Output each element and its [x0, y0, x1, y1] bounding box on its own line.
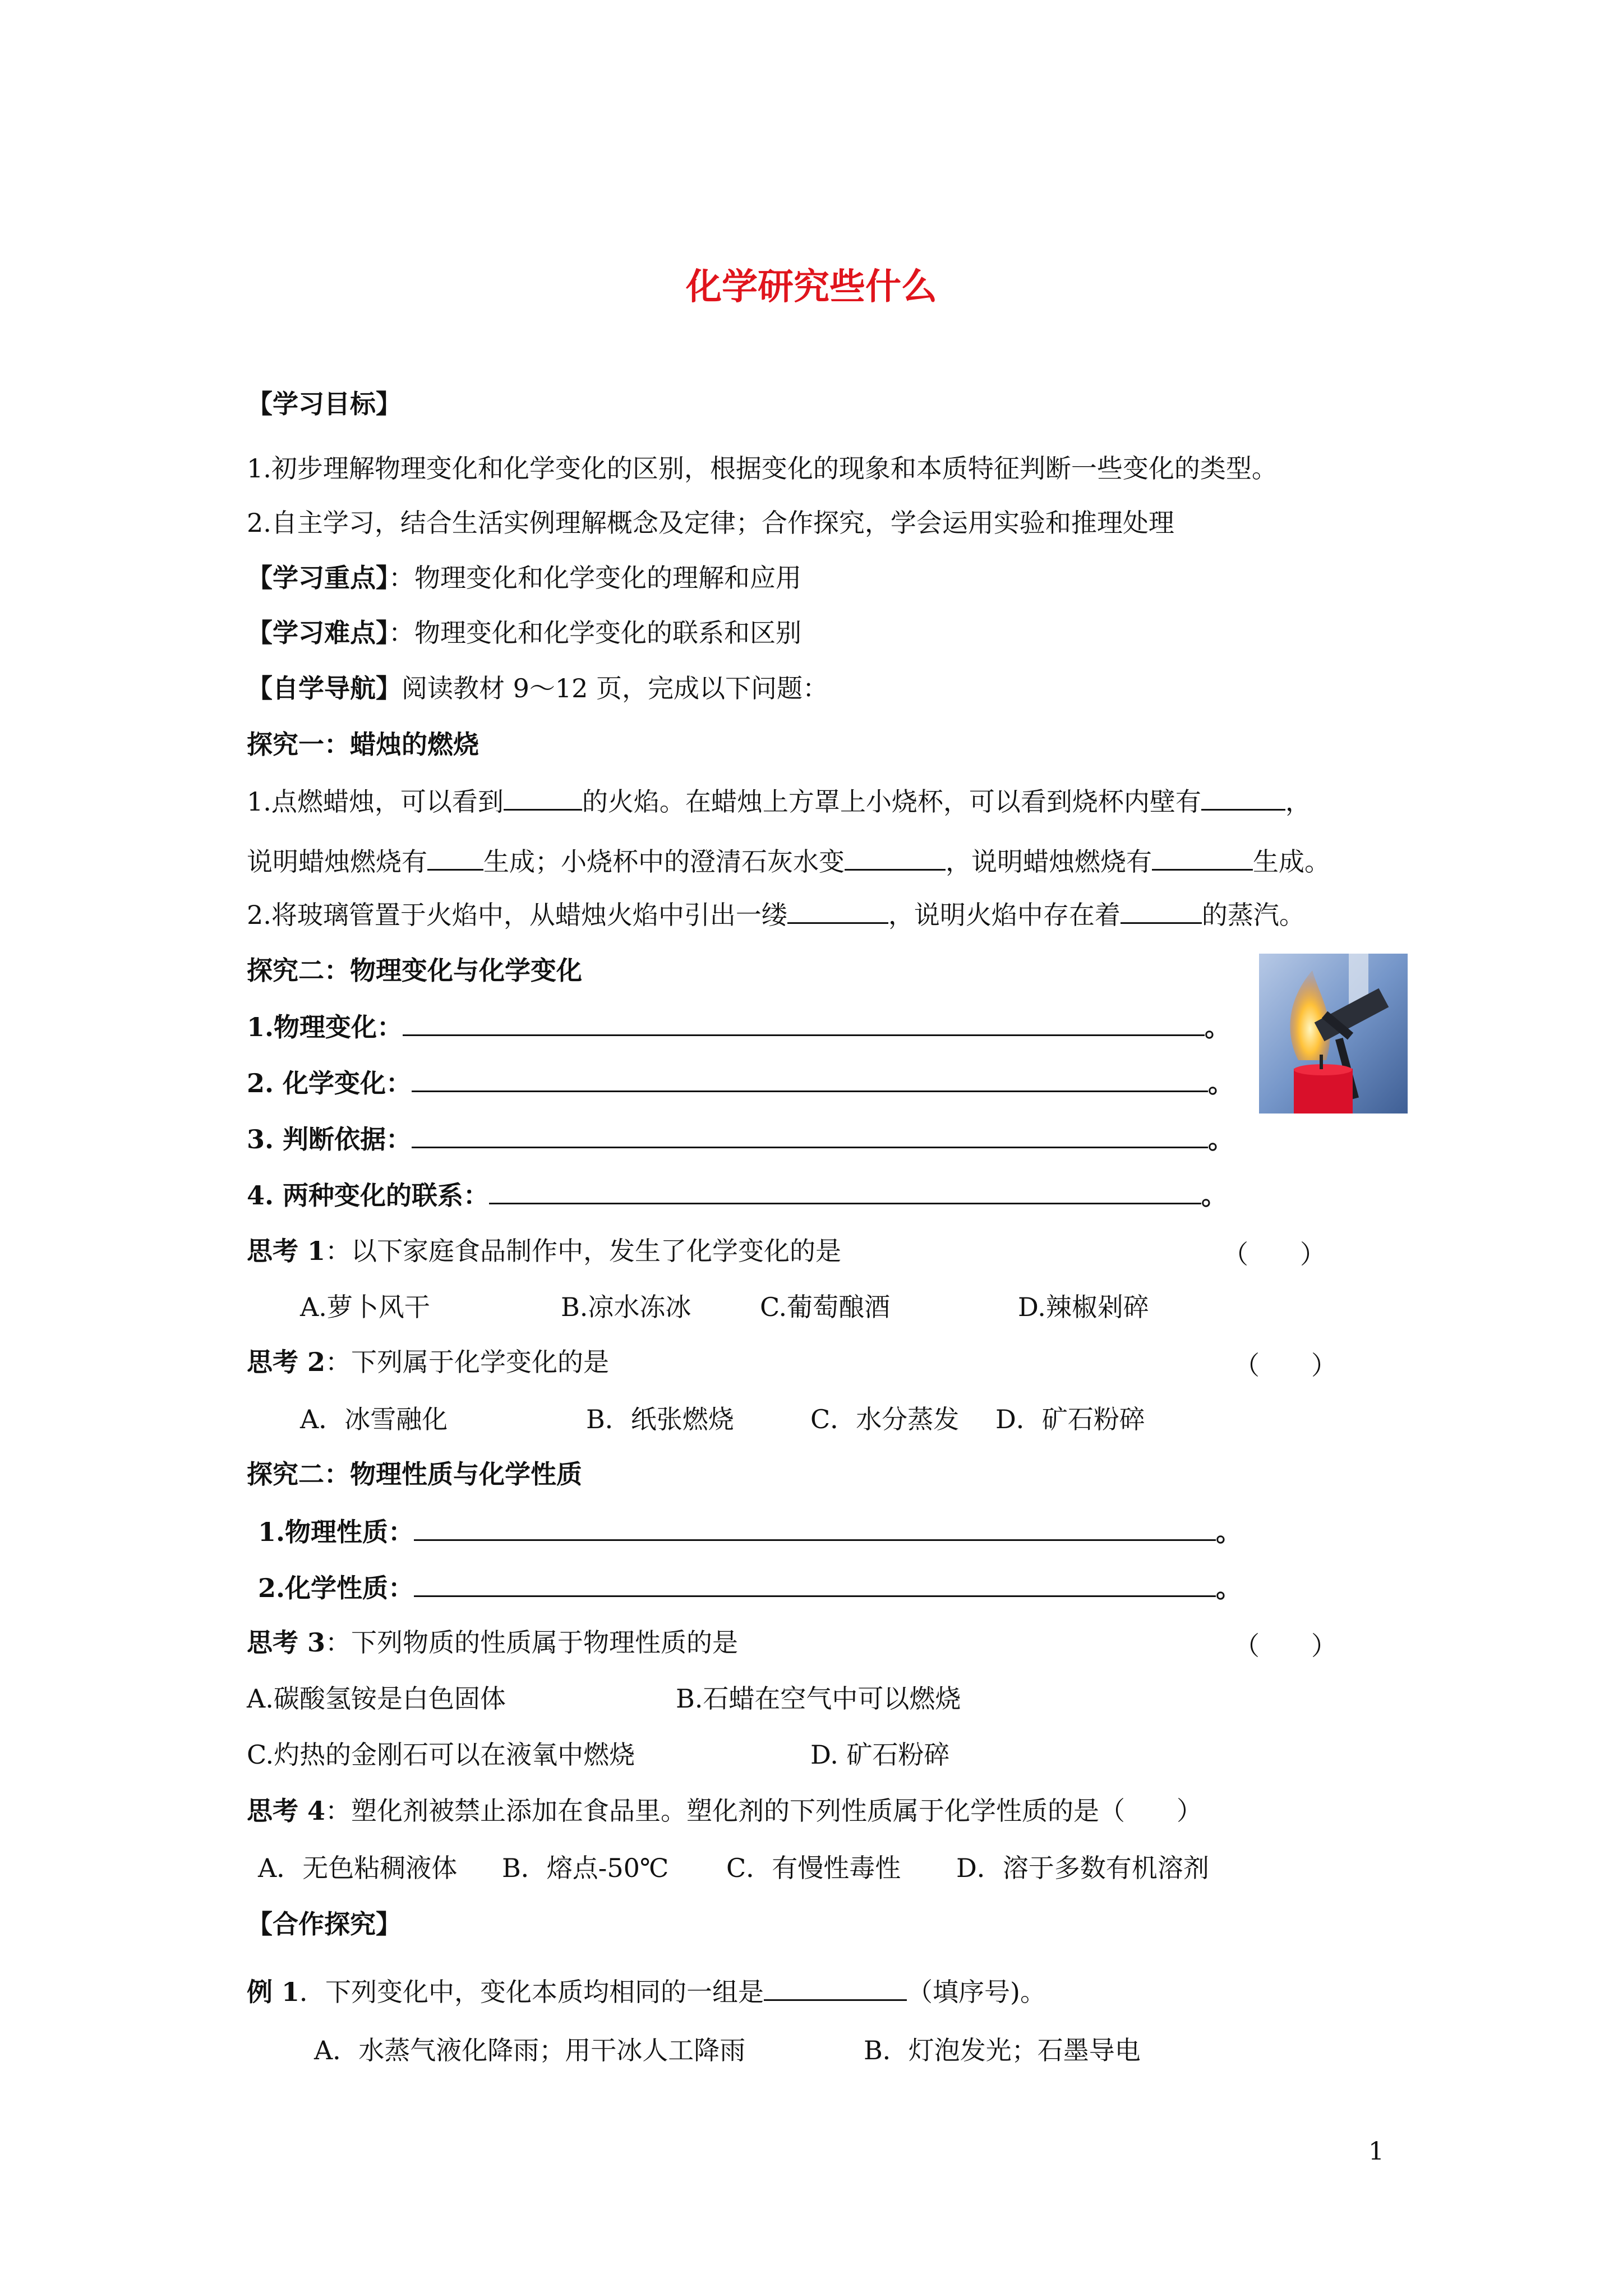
goal-2: 2.自主学习，结合生活实例理解概念及定律；合作探究，学会运用实验和推理处理 [247, 508, 1174, 538]
period: 。 [1208, 1124, 1234, 1154]
period: 。 [1205, 1012, 1231, 1042]
text-segment: ， [1285, 786, 1311, 817]
option-c[interactable]: C．水分蒸发 [810, 1404, 960, 1434]
fill-blank[interactable] [787, 898, 888, 924]
think2-options [300, 1402, 1145, 1436]
inquiry1-title: 探究一：蜡烛的燃烧 [247, 729, 479, 760]
think-label: 思考 3 [247, 1627, 326, 1658]
option-b[interactable]: B．熔点-50℃ [502, 1853, 669, 1883]
think1-question [247, 1234, 841, 1268]
fill-line[interactable] [403, 1010, 1205, 1036]
fill-line[interactable] [412, 1066, 1208, 1092]
coop-header: 【合作探究】 [247, 1909, 402, 1939]
think1-options [300, 1290, 1149, 1324]
option-c[interactable]: C．有慢性毒性 [726, 1853, 901, 1883]
fill-blank[interactable] [504, 784, 582, 811]
answer-paren[interactable]: （ ） [1234, 1350, 1337, 1381]
example1-question [247, 1975, 1046, 2009]
text-segment: ，说明火焰中存在着 [888, 900, 1121, 930]
period: 。 [1216, 1517, 1242, 1547]
think-text: ：塑化剂被禁止添加在食品里。塑化剂的下列性质属于化学性质的是（ ） [325, 1796, 1203, 1826]
option-d[interactable]: D．溶于多数有机溶剂 [956, 1853, 1209, 1883]
goal-1: 1.初步理解物理变化和化学变化的区别，根据变化的现象和本质特征判断一些变化的类型。 [247, 453, 1278, 484]
page-number: 1 [1368, 2137, 1384, 2166]
text-segment: ，说明蜡烛燃烧有 [946, 846, 1152, 877]
option-a[interactable]: A．冰雪融化 [300, 1404, 448, 1434]
item-label: 3. 判断依据： [247, 1124, 412, 1154]
think3-options-row1 [247, 1682, 961, 1715]
inquiry2-item4 [247, 1178, 1227, 1212]
period: 。 [1208, 1068, 1234, 1098]
inquiry1-q1-line2 [247, 844, 1330, 878]
difficulty-line [247, 616, 801, 650]
guide-text: 阅读教材 9～12 页，完成以下问题： [402, 673, 829, 703]
answer-paren[interactable]: （ ） [1234, 1631, 1337, 1661]
think-label: 思考 4 [247, 1796, 326, 1826]
difficulty-text: ：物理变化和化学变化的联系和区别 [389, 618, 801, 648]
option-d[interactable]: D.辣椒剁碎 [1018, 1292, 1149, 1322]
option-a[interactable]: A．无色粘稠液体 [258, 1853, 458, 1883]
fill-blank[interactable] [845, 844, 946, 871]
option-d[interactable]: D. 矿石粉碎 [810, 1740, 950, 1770]
inquiry1-q1-line1 [247, 784, 1311, 818]
text-segment: 1.点燃蜡烛，可以看到 [247, 786, 504, 817]
item-label: 1.物理性质： [258, 1517, 414, 1547]
example-label: 例 1 [247, 1977, 300, 2007]
fill-line[interactable] [489, 1178, 1201, 1204]
answer-paren[interactable]: （ ） [1223, 1239, 1326, 1269]
option-a[interactable]: A.萝卜风干 [300, 1292, 430, 1322]
think-text: ：下列物质的性质属于物理性质的是 [325, 1627, 739, 1658]
candle-image [1259, 954, 1408, 1114]
text-segment: 说明蜡烛燃烧有 [247, 846, 427, 877]
inquiry3-item1 [258, 1515, 1242, 1549]
think4-question [247, 1794, 1202, 1828]
think4-options [258, 1851, 1209, 1885]
page-title: 化学研究些什么 [686, 266, 937, 308]
focus-line [247, 561, 801, 595]
focus-text: ：物理变化和化学变化的理解和应用 [389, 563, 801, 593]
text-segment: 2.将玻璃管置于火焰中，从蜡烛火焰中引出一缕 [247, 900, 787, 930]
option-b[interactable]: B.凉水冻冰 [561, 1292, 691, 1322]
period: 。 [1201, 1180, 1228, 1211]
goals-header: 【学习目标】 [247, 389, 402, 419]
think3-options-row2 [247, 1738, 950, 1772]
think2-question [247, 1345, 609, 1379]
option-a[interactable]: A．水蒸气液化降雨；用干冰人工降雨 [314, 2035, 746, 2065]
text-segment: 生成；小烧杯中的澄清石灰水变 [483, 846, 845, 877]
inquiry2-item3 [247, 1122, 1234, 1156]
item-label: 2.化学性质： [258, 1573, 414, 1603]
candle-photo [1259, 954, 1408, 1114]
option-b[interactable]: B．灯泡发光；石墨导电 [864, 2035, 1141, 2065]
option-b[interactable]: B．纸张燃烧 [586, 1404, 734, 1434]
think3-question [247, 1626, 738, 1659]
option-c[interactable]: C.葡萄酿酒 [760, 1292, 891, 1322]
item-label: 2. 化学变化： [247, 1068, 412, 1098]
guide-label: 【自学导航】 [247, 673, 402, 703]
inquiry3-item2 [258, 1571, 1242, 1605]
inquiry2-title: 探究二：物理变化与化学变化 [247, 955, 582, 986]
fill-blank[interactable] [427, 844, 483, 871]
item-label: 4. 两种变化的联系： [247, 1180, 490, 1211]
fill-blank[interactable] [1201, 784, 1285, 811]
inquiry1-q2 [247, 898, 1305, 932]
think-text: ：下列属于化学变化的是 [325, 1347, 610, 1377]
inquiry2-item1 [247, 1010, 1230, 1044]
fill-blank[interactable] [764, 1975, 907, 2001]
text-segment: 的蒸汽。 [1201, 900, 1305, 930]
option-b[interactable]: B.石蜡在空气中可以燃烧 [676, 1683, 961, 1714]
inquiry2-item2 [247, 1066, 1234, 1100]
fill-blank[interactable] [1152, 844, 1253, 871]
example-text: （填序号)。 [907, 1977, 1046, 2007]
focus-label: 【学习重点】 [247, 563, 389, 593]
item-label: 1.物理变化： [247, 1012, 403, 1042]
fill-line[interactable] [412, 1122, 1208, 1148]
example-text: ．下列变化中，变化本质均相同的一组是 [299, 1977, 764, 2007]
think-label: 思考 2 [247, 1347, 326, 1377]
text-segment: 生成。 [1253, 846, 1330, 877]
option-c[interactable]: C.灼热的金刚石可以在液氧中燃烧 [247, 1740, 635, 1770]
fill-line[interactable] [414, 1571, 1216, 1597]
fill-blank[interactable] [1121, 898, 1202, 924]
option-d[interactable]: D．矿石粉碎 [995, 1404, 1145, 1434]
option-a[interactable]: A.碳酸氢铵是白色固体 [247, 1683, 506, 1714]
guide-line [247, 671, 828, 705]
difficulty-label: 【学习难点】 [247, 618, 389, 648]
example1-options [314, 2033, 1141, 2067]
period: 。 [1216, 1573, 1242, 1603]
text-segment: 的火焰。在蜡烛上方罩上小烧杯，可以看到烧杯内壁有 [582, 786, 1201, 817]
think-label: 思考 1 [247, 1236, 326, 1266]
think-text: ：以下家庭食品制作中，发生了化学变化的是 [325, 1236, 842, 1266]
fill-line[interactable] [414, 1515, 1216, 1541]
inquiry3-title: 探究二：物理性质与化学性质 [247, 1459, 582, 1489]
